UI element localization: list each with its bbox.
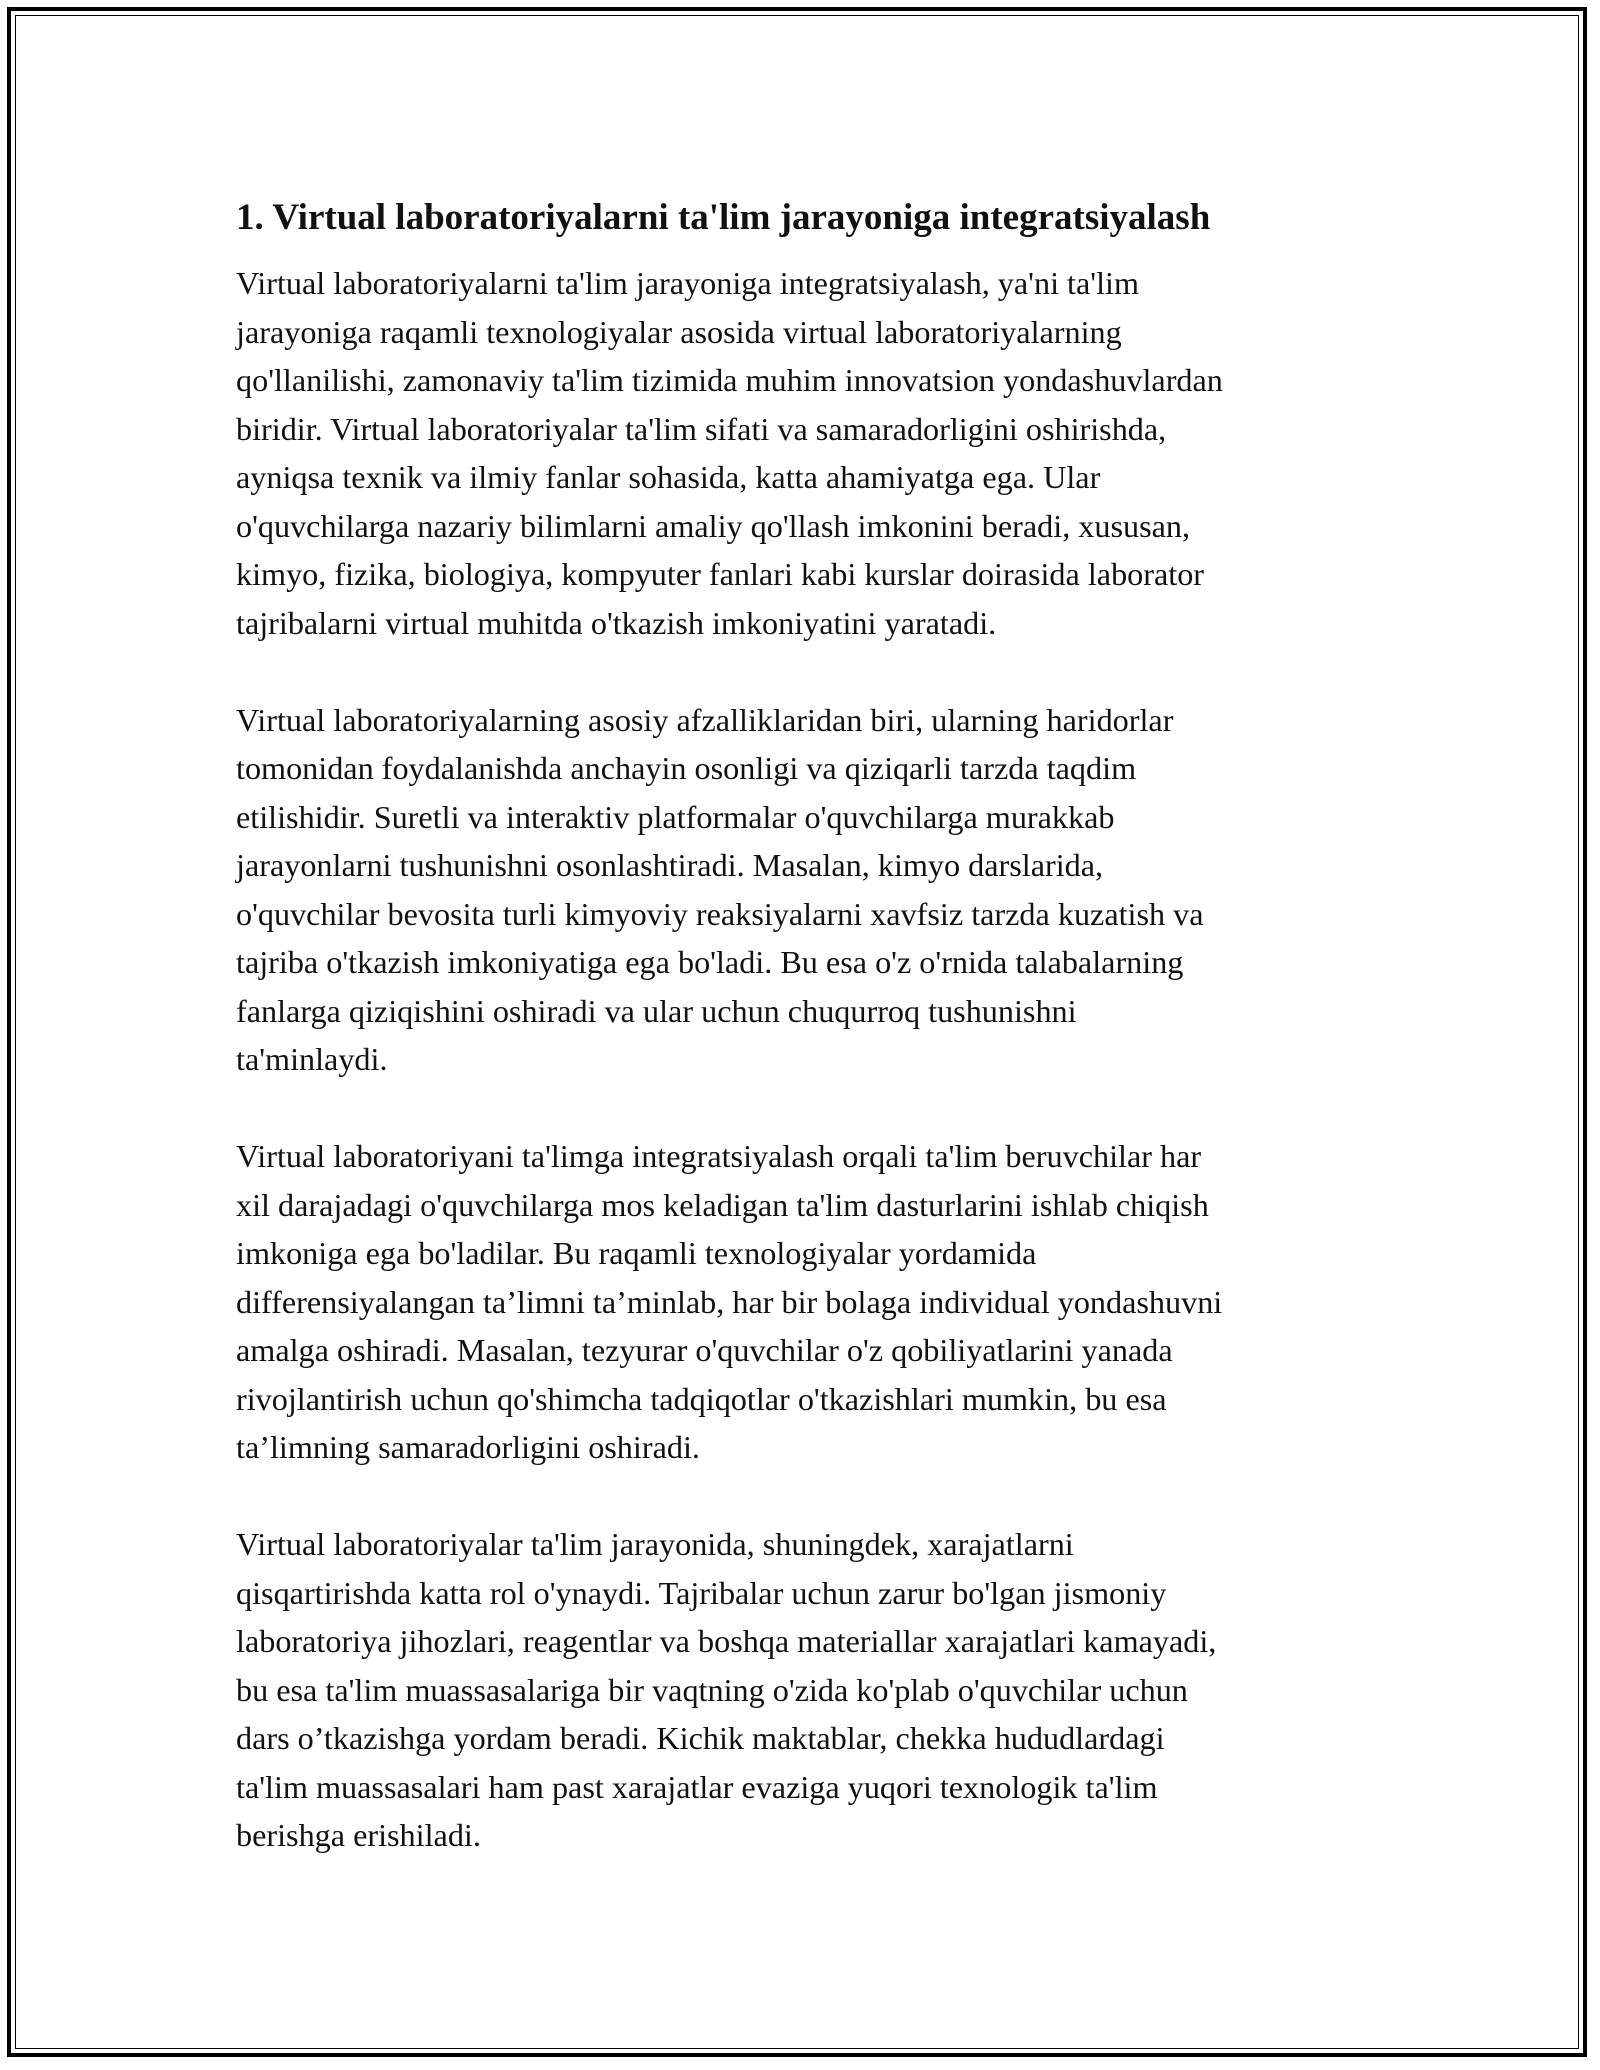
paragraph-line: ayniqsa texnik va ilmiy fanlar sohasida, katta ahamiyatga ega. Ular: [236, 459, 1101, 495]
paragraph-line: Virtual laboratoriyani ta'limga integratsiyalash orqali ta'lim beruvchilar har: [236, 1138, 1202, 1174]
paragraph-line: tajriba o'tkazish imkoniyatiga ega bo'ladi. Bu esa o'z o'rnida talabalarning: [236, 944, 1184, 980]
paragraph-line: jarayonlarni tushunishni osonlashtiradi. Masalan, kimyo darslarida,: [236, 847, 1104, 883]
paragraph-2: [236, 696, 1366, 1084]
paragraph-line: ta'lim muassasalari ham past xarajatlar evaziga yuqori texnologik ta'lim: [236, 1768, 1158, 1805]
paragraph-line: o'quvchilar bevosita turli kimyoviy reaksiyalarni xavfsiz tarzda kuzatish va: [236, 895, 1204, 932]
paragraph-line: amalga oshiradi. Masalan, tezyurar o'quvchilar o'z qobiliyatlarini yanada: [236, 1332, 1173, 1368]
section-heading: 1. Virtual laboratoriyalarni ta'lim jarayoniga integratsiyalash: [236, 197, 1211, 238]
paragraph-1: [236, 259, 1366, 647]
paragraph-line: dars o’tkazishga yordam beradi. Kichik maktablar, chekka hududlardagi: [236, 1720, 1165, 1756]
paragraph-line: xil darajadagi o'quvchilarga mos keladigan ta'lim dasturlarini ishlab chiqish: [236, 1186, 1209, 1223]
paragraph-line: ta'minlaydi.: [236, 1041, 388, 1077]
paragraph-line: jarayoniga raqamli texnologiyalar asosida virtual laboratoriyalarning: [236, 313, 1122, 350]
paragraph-line: laboratoriya jihozlari, reagentlar va boshqa materiallar xarajatlari kamayadi,: [236, 1623, 1217, 1659]
paragraph-line: Virtual laboratoriyalarning asosiy afzalliklaridan biri, ularning haridorlar: [236, 701, 1174, 738]
paragraph-line: differensiyalangan ta’limni ta’minlab, har bir bolaga individual yondashuvni: [236, 1283, 1223, 1320]
paragraph-line: biridir. Virtual laboratoriyalar ta'lim sifati va samaradorligini oshirishda,: [236, 410, 1167, 447]
document-content: [236, 180, 1366, 1908]
paragraph-line: qisqartirishda katta rol o'ynaydi. Tajribalar uchun zarur bo'lgan jismoniy: [236, 1574, 1167, 1611]
paragraph-4: [236, 1520, 1366, 1860]
paragraph-line: bu esa ta'lim muassasalariga bir vaqtning o'zida ko'plab o'quvchilar uchun: [236, 1671, 1188, 1708]
paragraph-line: berishga erishiladi.: [236, 1817, 481, 1853]
paragraph-line: etilishidir. Suretli va interaktiv platformalar o'quvchilarga murakkab: [236, 798, 1115, 835]
paragraph-line: fanlarga qiziqishini oshiradi va ular uchun chuqurroq tushunishni: [236, 992, 1077, 1029]
paragraph-line: Virtual laboratoriyalar ta'lim jarayonida, shuningdek, xarajatlarni: [236, 1526, 1074, 1562]
paragraph-line: imkoniga ega bo'ladilar. Bu raqamli texnologiyalar yordamida: [236, 1235, 1037, 1271]
paragraph-line: tomonidan foydalanishda anchayin osonligi va qiziqarli tarzda taqdim: [236, 750, 1137, 786]
paragraph-line: Virtual laboratoriyalarni ta'lim jarayoniga integratsiyalash, ya'ni ta'lim: [236, 265, 1140, 301]
paragraph-line: tajribalarni virtual muhitda o'tkazish imkoniyatini yaratadi.: [236, 604, 997, 641]
paragraph-3: [236, 1132, 1366, 1472]
paragraph-line: kimyo, fizika, biologiya, kompyuter fanlari kabi kurslar doirasida laborator: [236, 556, 1205, 592]
paragraph-line: o'quvchilarga nazariy bilimlarni amaliy qo'llash imkonini beradi, xususan,: [236, 507, 1191, 544]
paragraph-line: rivojlantirish uchun qo'shimcha tadqiqotlar o'tkazishlari mumkin, bu esa: [236, 1380, 1167, 1417]
paragraph-line: qo'llanilishi, zamonaviy ta'lim tizimida muhim innovatsion yondashuvlardan: [236, 362, 1223, 398]
paragraph-line: ta’limning samaradorligini oshiradi.: [236, 1429, 700, 1465]
